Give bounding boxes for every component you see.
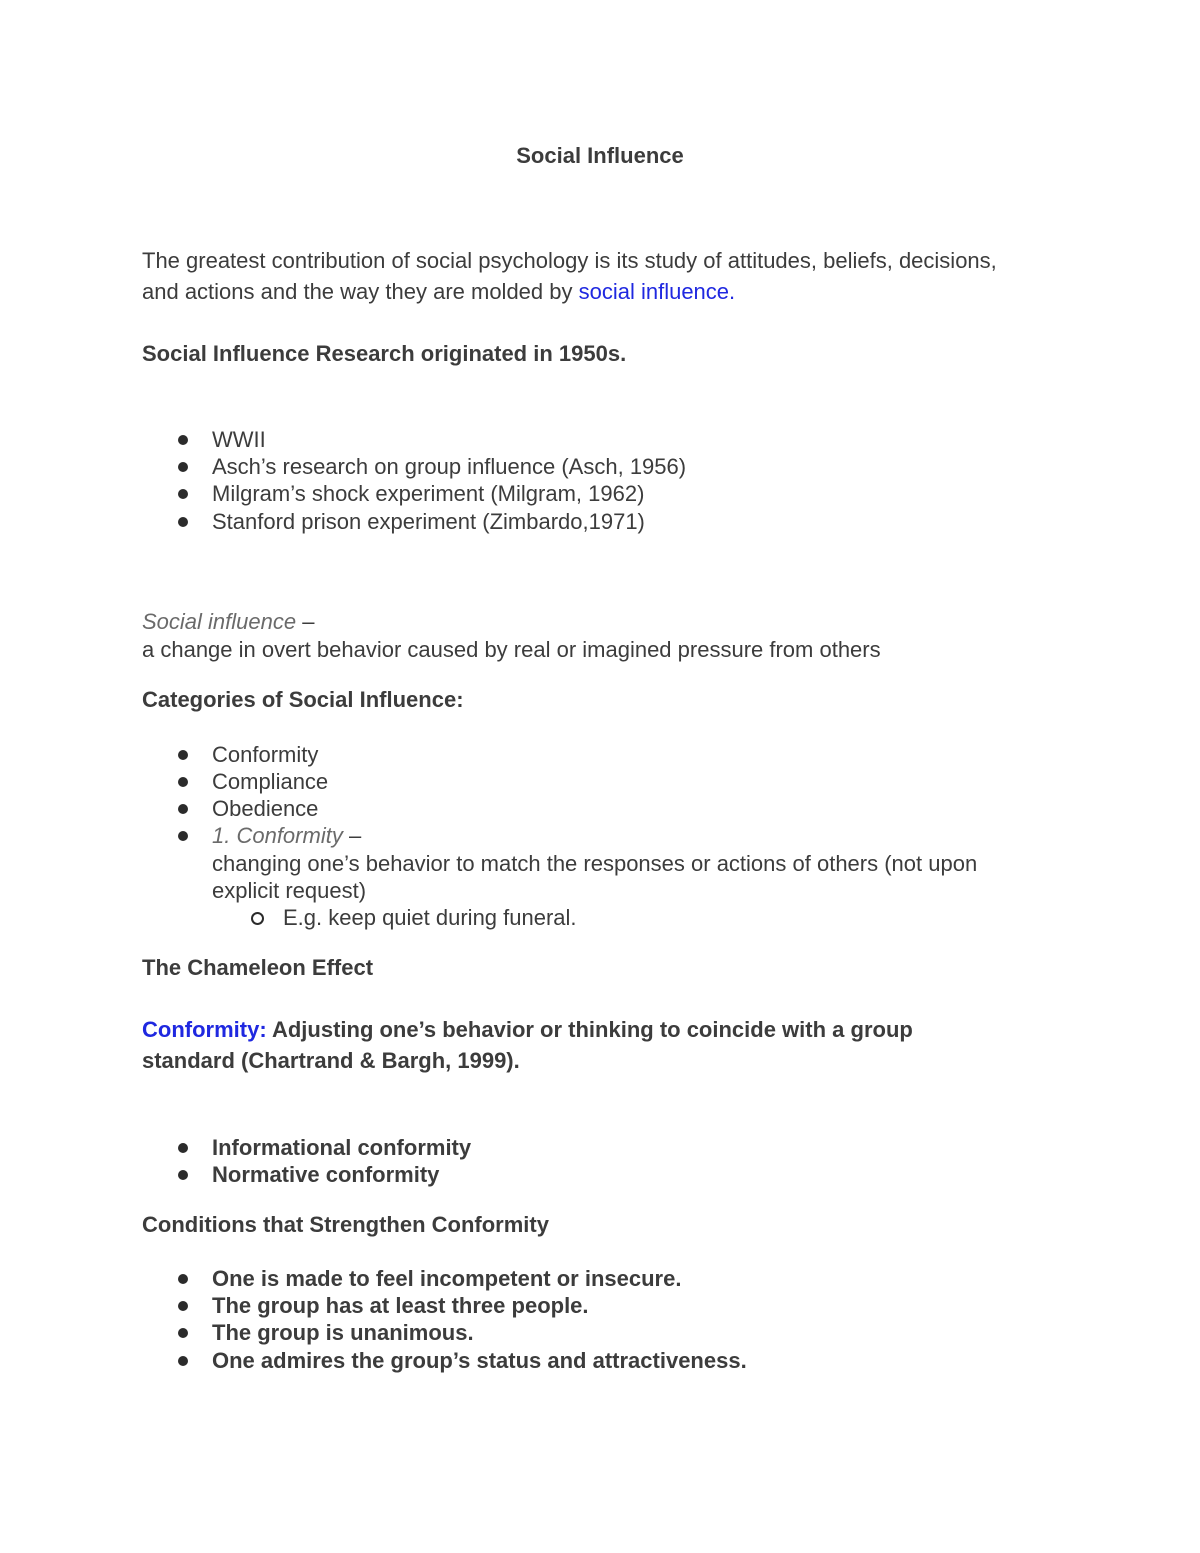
bullet-icon	[178, 777, 188, 787]
conformity-def-line-2: explicit request)	[212, 878, 367, 903]
categories-heading: Categories of Social Influence:	[142, 687, 464, 712]
social-influence-link[interactable]: social influence.	[578, 279, 736, 304]
bullet-icon	[178, 831, 188, 841]
page-title: Social Influence	[516, 143, 684, 168]
bullet-icon	[178, 750, 188, 760]
intro-line-2-text: and actions and the way they are molded by	[142, 279, 579, 304]
list-item: Conformity	[212, 742, 319, 767]
conditions-heading: Conditions that Strengthen Conformity	[142, 1212, 549, 1237]
definition-text: a change in overt behavior caused by real or imagined pressure from others	[142, 637, 881, 662]
bullet-icon	[178, 1274, 188, 1284]
conformity-block-text: Adjusting one’s behavior or thinking to coincide with a group	[266, 1017, 913, 1042]
bullet-icon	[178, 1170, 188, 1180]
intro-line-2	[142, 278, 735, 305]
conformity-block-line-1	[142, 1016, 913, 1043]
bullet-icon	[178, 517, 188, 527]
definition-term-line	[142, 608, 314, 635]
bullet-icon	[178, 804, 188, 814]
list-item: Compliance	[212, 769, 329, 794]
bullet-icon	[178, 435, 188, 445]
bullet-icon	[178, 1356, 188, 1366]
chameleon-heading: The Chameleon Effect	[142, 955, 374, 980]
bullet-icon	[178, 489, 188, 499]
bullet-icon	[178, 1328, 188, 1338]
list-item: One admires the group’s status and attractiveness.	[212, 1348, 747, 1373]
research-heading: Social Influence Research originated in 1950s.	[142, 341, 627, 366]
conformity-block-line-2: standard (Chartrand & Bargh, 1999).	[142, 1048, 520, 1073]
bullet-icon	[178, 462, 188, 472]
conformity-def-line-1: changing one’s behavior to match the responses or actions of others (not upon	[212, 851, 978, 876]
list-item: Asch’s research on group influence (Asch, 1956)	[212, 454, 687, 479]
list-item: Informational conformity	[212, 1135, 472, 1160]
definition-dash: –	[296, 609, 315, 634]
conformity-label: Conformity:	[142, 1017, 267, 1042]
list-item: One is made to feel incompetent or insecure.	[212, 1266, 682, 1291]
list-item: The group has at least three people.	[212, 1293, 589, 1318]
list-item: Stanford prison experiment (Zimbardo,1971)	[212, 509, 645, 534]
list-item	[212, 822, 361, 849]
conformity-dash: –	[342, 823, 362, 848]
list-item: Normative conformity	[212, 1162, 440, 1187]
list-item: Milgram’s shock experiment (Milgram, 1962)	[212, 481, 645, 506]
intro-line-1: The greatest contribution of social psychology is its study of attitudes, beliefs, decisions,	[142, 248, 997, 273]
conformity-term: 1. Conformity	[212, 823, 343, 848]
hollow-bullet-icon	[251, 912, 264, 925]
list-item: WWII	[212, 427, 266, 452]
sub-list-item: E.g. keep quiet during funeral.	[283, 905, 577, 930]
list-item: The group is unanimous.	[212, 1320, 474, 1345]
definition-term: Social influence	[142, 609, 297, 634]
bullet-icon	[178, 1301, 188, 1311]
bullet-icon	[178, 1143, 188, 1153]
list-item: Obedience	[212, 796, 319, 821]
